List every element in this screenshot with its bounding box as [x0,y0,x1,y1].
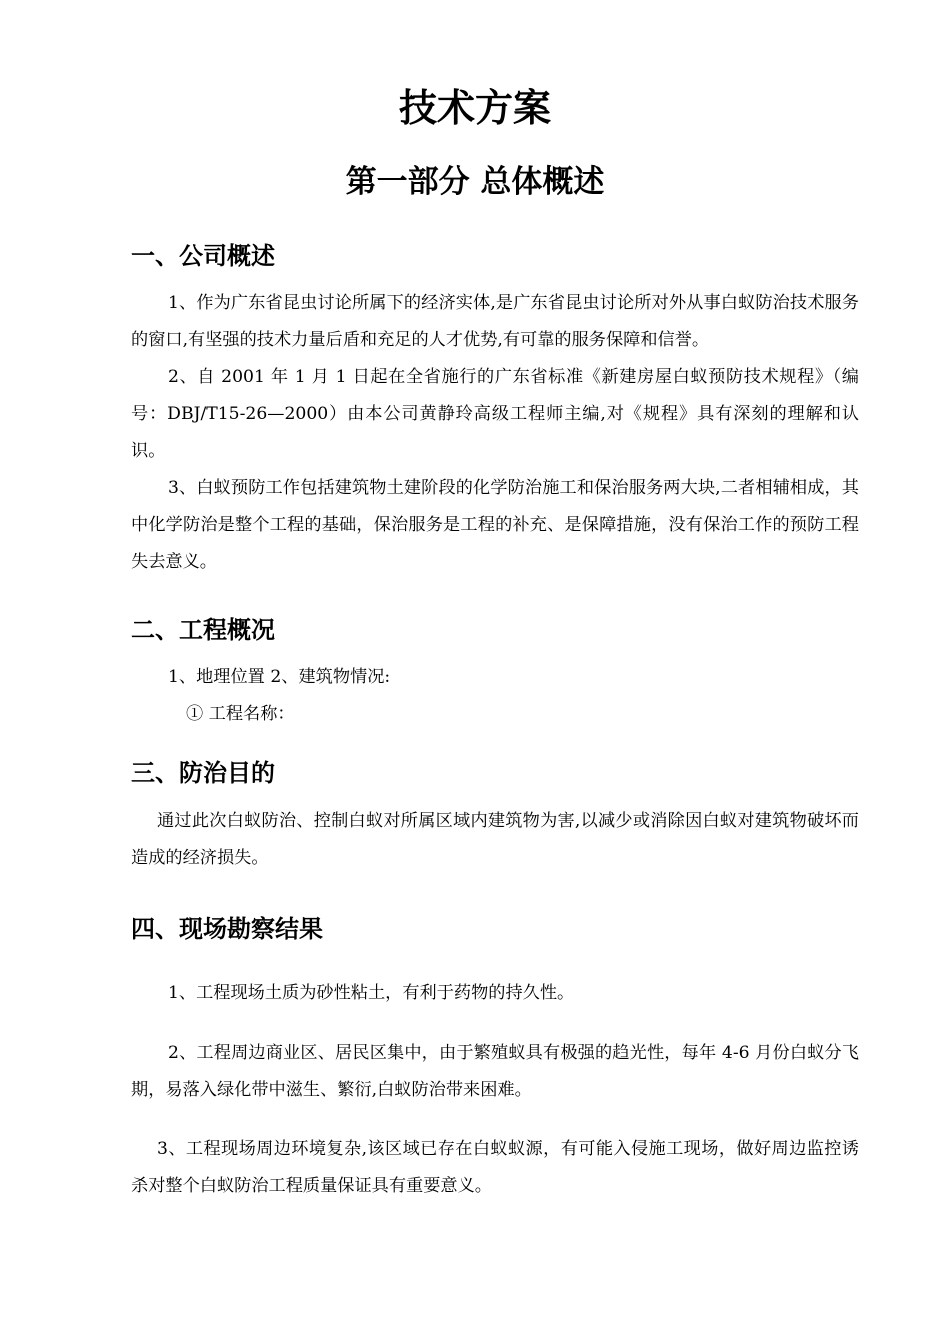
part-title: 第一部分 总体概述 [345,164,605,200]
section-heading-project-overview: 二、工程概况 [131,616,275,644]
company-paragraph-3: 3、白蚁预防工作包括建筑物土建阶段的化学防治施工和保治服务两大块,二者相辅相成，其中化学防治是整个工程的基础，保治服务是工程的补充、是保障措施，没有保治工作的预防工程失去意义。 [131,478,859,572]
company-paragraph-1: 1、作为广东省昆虫讨论所属下的经济实体,是广东省昆虫讨论所对外从事白蚁防治技术服务的窗口,有坚强的技术力量后盾和充足的人才优势,有可靠的服务保障和信誉。 [131,293,859,350]
section-heading-purpose: 三、防治目的 [131,759,275,787]
project-location-line: 1、地理位置 2、建筑物情况: [168,667,391,687]
section-heading-site-survey: 四、现场勘察结果 [131,915,323,943]
survey-result-2: 2、工程周边商业区、居民区集中，由于繁殖蚁具有极强的趋光性，每年 4-6 月份白蚁分飞期，易落入绿化带中滋生、繁衍,白蚁防治带来困难。 [131,1043,859,1100]
section-heading-company-overview: 一、公司概述 [131,242,275,270]
company-paragraph-2: 2、自 2001 年 1 月 1 日起在全省施行的广东省标准《新建房屋白蚁预防技术规程》（编号：DBJ/T15-26—2000）由本公司黄静玲高级工程师主编,对《规程》具有深刻的理解和认识。 [131,367,859,461]
survey-result-1: 1、工程现场土质为砂性粘土，有利于药物的持久性。 [168,983,575,1003]
survey-result-3: 3、工程现场周边环境复杂,该区域已存在白蚁蚁源，有可能入侵施工现场，做好周边监控诱杀对整个白蚁防治工程质量保证具有重要意义。 [131,1139,859,1196]
document-title: 技术方案 [398,86,551,130]
project-name-line: ① 工程名称： [186,704,295,724]
purpose-paragraph: 通过此次白蚁防治、控制白蚁对所属区域内建筑物为害,以减少或消除因白蚁对建筑物破坏而造成的经济损失。 [131,811,859,868]
